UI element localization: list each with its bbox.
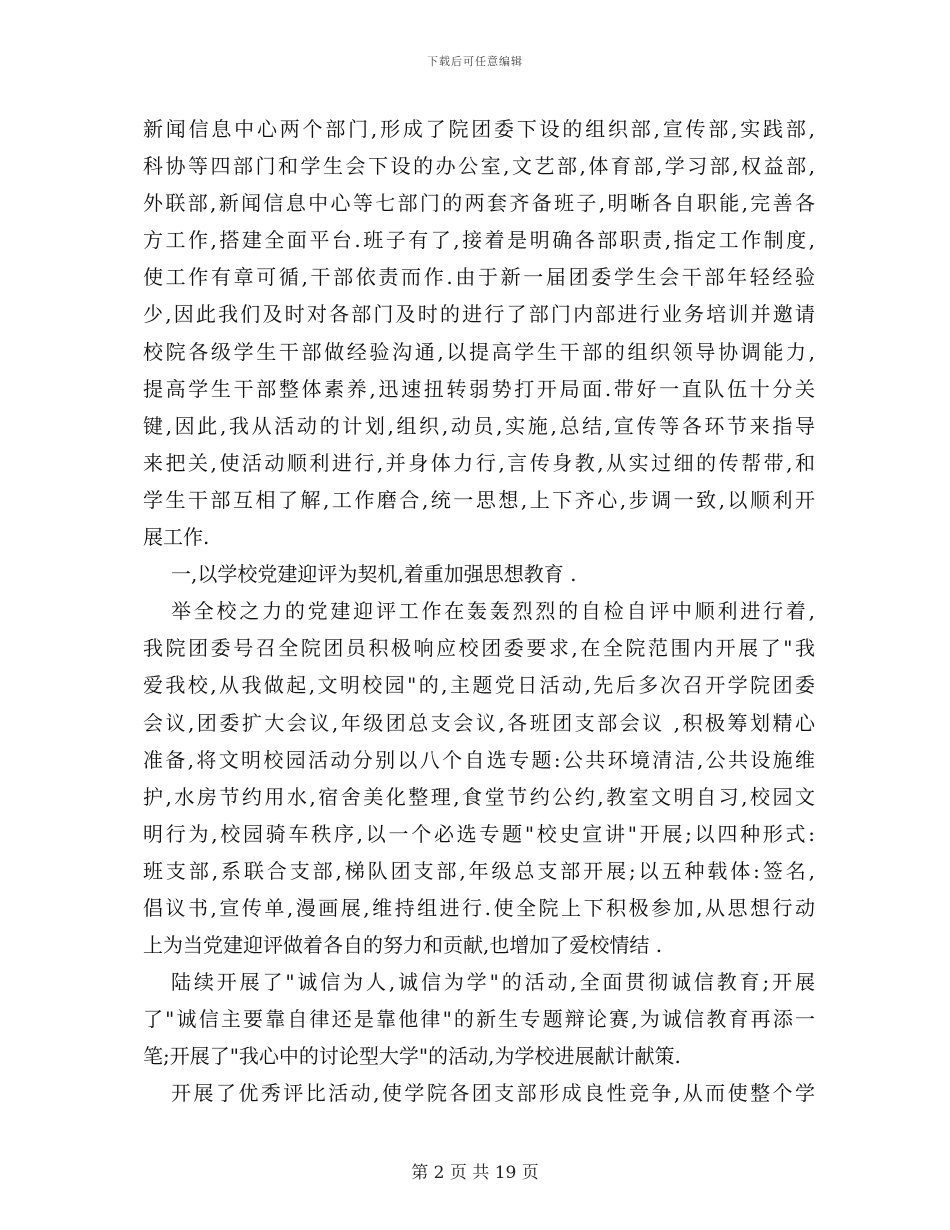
text-line: 了"诚信主要靠自律还是靠他律"的新生专题辩论赛,为诚信教育再添一 [143, 1007, 815, 1032]
text-line: 使工作有章可循,干部依责而作.由于新一届团委学生会干部年轻经验 [143, 265, 815, 290]
page-number-footer: 第 2 页 共 19 页 [411, 1163, 539, 1183]
text-line: 上为当党建迎评做着各自的努力和贡献,也增加了爱校情结 . [143, 933, 663, 958]
text-line: 科协等四部门和学生会下设的办公室,文艺部,体育部,学习部,权益部, [143, 154, 815, 179]
section-heading: 一,以学校党建迎评为契机,着重加强思想教育 . [171, 562, 577, 587]
text-line: 少,因此我们及时对各部门及时的进行了部门内部进行业务培训并邀请 [143, 302, 815, 327]
text-line: 外联部,新闻信息中心等七部门的两套齐备班子,明晰各自职能,完善各 [143, 191, 815, 216]
text-line: 班支部,系联合支部,梯队团支部,年级总支部开展;以五种载体:签名, [143, 858, 815, 883]
text-line: 来把关,使活动顺利进行,并身体力行,言传身教,从实过细的传帮带,和 [143, 450, 815, 475]
text-line: 学生干部互相了解,工作磨合,统一思想,上下齐心,步调一致,以顺利开 [143, 487, 815, 512]
text-line: 明行为,校园骑车秩序,以一个必选专题"校史宣讲"开展;以四种形式: [143, 821, 815, 846]
text-line: 校院各级学生干部做经验沟通,以提高学生干部的组织领导协调能力, [143, 339, 815, 364]
page-header: 下载后可任意编辑 [427, 55, 523, 68]
text-line: 方工作,搭建全面平台.班子有了,接着是明确各部职责,指定工作制度, [143, 228, 815, 253]
text-line: 举全校之力的党建迎评工作在轰轰烈烈的自检自评中顺利进行着, [171, 599, 815, 624]
document-body [143, 111, 815, 1113]
text-line: 提高学生干部整体素养,迅速扭转弱势打开局面.带好一直队伍十分关 [143, 376, 815, 401]
text-line: 键,因此,我从活动的计划,组织,动员,实施,总结,宣传等各环节来指导 [143, 413, 815, 438]
text-line: 会议,团委扩大会议,年级团总支会议,各班团支部会议 ,积极筹划精心 [143, 710, 815, 735]
text-line: 倡议书,宣传单,漫画展,维持组进行.使全院上下积极参加,从思想行动 [143, 895, 815, 920]
text-line: 我院团委号召全院团员积极响应校团委要求,在全院范围内开展了"我 [143, 636, 815, 661]
text-line: 开展了优秀评比活动,使学院各团支部形成良性竞争,从而使整个学 [171, 1081, 815, 1106]
text-line: 护,水房节约用水,宿舍美化整理,食堂节约公约,教室文明自习,校园文 [143, 784, 815, 809]
text-line: 新闻信息中心两个部门,形成了院团委下设的组织部,宣传部,实践部, [143, 117, 815, 141]
text-line: 陆续开展了"诚信为人,诚信为学"的活动,全面贯彻诚信教育;开展 [171, 970, 815, 995]
text-line: 笔;开展了"我心中的讨论型大学"的活动,为学校进展献计献策. [143, 1044, 681, 1069]
text-line: 爱我校,从我做起,文明校园"的,主题党日活动,先后多次召开学院团委 [143, 673, 815, 698]
text-line: 展工作. [143, 525, 210, 550]
text-line: 准备,将文明校园活动分别以八个自选专题:公共环境清洁,公共设施维 [143, 747, 815, 772]
